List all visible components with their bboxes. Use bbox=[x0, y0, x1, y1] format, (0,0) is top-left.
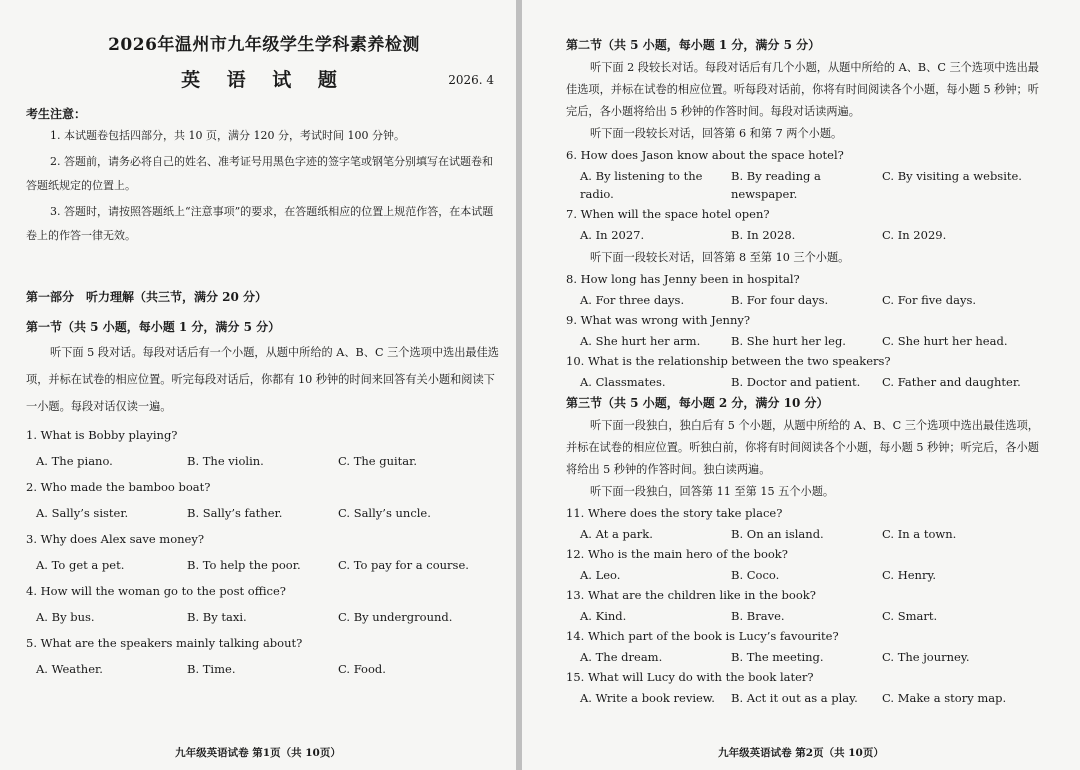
option-row bbox=[566, 373, 1050, 391]
question-text: 14. Which part of the book is Lucy’s favourite? bbox=[566, 629, 839, 643]
option-row bbox=[26, 556, 502, 574]
option-b: B. Brave. bbox=[731, 609, 785, 623]
option-c: C. Father and daughter. bbox=[882, 375, 1021, 389]
option-b: B. The violin. bbox=[187, 454, 264, 468]
question-block bbox=[26, 478, 502, 522]
exam-date: 2026. 4 bbox=[448, 73, 494, 87]
exam-page-1 bbox=[0, 0, 516, 770]
option-a: A. Sally’s sister. bbox=[36, 506, 129, 520]
section-heading: 第二节（共 5 小题，每小题 1 分，满分 5 分） bbox=[566, 38, 821, 52]
option-a: A. The dream. bbox=[580, 650, 663, 664]
sub-instruction: 听下面一段较长对话，回答第 8 至第 10 三个小题。 bbox=[590, 251, 850, 264]
question-block bbox=[566, 546, 1050, 584]
page-footer: 九年级英语试卷 第2页（共 10页） bbox=[718, 747, 884, 759]
option-c: C. To pay for a course. bbox=[338, 558, 469, 572]
question-text: 8. How long has Jenny been in hospital? bbox=[566, 272, 800, 286]
option-b: B. In 2028. bbox=[731, 228, 796, 242]
question-text: 11. Where does the story take place? bbox=[566, 506, 783, 520]
option-a: A. The piano. bbox=[36, 454, 113, 468]
page-footer: 九年级英语试卷 第1页（共 10页） bbox=[175, 747, 341, 759]
question-text: 1. What is Bobby playing? bbox=[26, 428, 178, 442]
question-block bbox=[566, 353, 1050, 391]
option-a: A. By bus. bbox=[36, 610, 95, 624]
option-row bbox=[566, 332, 1050, 350]
option-c: C. Henry. bbox=[882, 568, 937, 582]
exam-page-2 bbox=[522, 0, 1080, 770]
option-c: C. Make a story map. bbox=[882, 691, 1007, 705]
question-text: 6. How does Jason know about the space hotel? bbox=[566, 148, 844, 162]
option-row bbox=[566, 566, 1050, 584]
exam-title: 2026年温州市九年级学生学科素养检测 bbox=[108, 35, 420, 55]
option-b: B. For four days. bbox=[731, 293, 829, 307]
option-row bbox=[566, 648, 1050, 666]
section-instructions: 听下面一段独白，独白后有 5 个小题，从题中所给的 A、B、C 三个选项中选出最佳选项，并标在试卷的相应位置。听独白前，你将有时间阅读各个小题，每小题 5 秒钟；听完后，各小题将给出 5 秒钟的作答时间。独白读两遍。 bbox=[566, 419, 1039, 476]
section-instructions: 听下面 5 段对话。每段对话后有一个小题，从题中所给的 A、B、C 三个选项中选出最佳选项，并标在试卷的相应位置。听完每段对话后，你都有 10 秒钟的时间来回答有关小题和阅读下一小题。每段对话仅读一遍。 bbox=[26, 346, 499, 413]
option-c: C. In 2029. bbox=[882, 228, 947, 242]
option-c: C. By visiting a website. bbox=[882, 169, 1022, 183]
sub-instruction: 听下面一段独白，回答第 11 至第 15 五个小题。 bbox=[590, 485, 835, 498]
question-block bbox=[566, 271, 1050, 309]
option-b: B. Doctor and patient. bbox=[731, 375, 861, 389]
option-a: A. Leo. bbox=[580, 568, 621, 582]
option-c: C. In a town. bbox=[882, 527, 957, 541]
option-b: B. On an island. bbox=[731, 527, 824, 541]
option-c: C. Smart. bbox=[882, 609, 938, 623]
subject-row bbox=[26, 65, 502, 99]
question-text: 10. What is the relationship between the two speakers? bbox=[566, 354, 891, 368]
option-c: C. The journey. bbox=[882, 650, 970, 664]
option-a: A. To get a pet. bbox=[36, 558, 125, 572]
question-block bbox=[26, 530, 502, 574]
question-block bbox=[26, 634, 502, 678]
question-text: 13. What are the children like in the book? bbox=[566, 588, 816, 602]
option-c: C. By underground. bbox=[338, 610, 453, 624]
question-text: 15. What will Lucy do with the book later? bbox=[566, 670, 814, 684]
option-row bbox=[26, 504, 502, 522]
option-b: B. Coco. bbox=[731, 568, 780, 582]
option-b: B. Sally’s father. bbox=[187, 506, 283, 520]
subject-title: 英 语 试 题 bbox=[181, 69, 347, 91]
option-c: C. Food. bbox=[338, 662, 386, 676]
option-a: A. Write a book review. bbox=[580, 691, 715, 705]
option-b: B. By taxi. bbox=[187, 610, 247, 624]
option-b: B. By reading a newspaper. bbox=[731, 169, 821, 201]
option-b: B. The meeting. bbox=[731, 650, 824, 664]
option-c: C. Sally’s uncle. bbox=[338, 506, 431, 520]
option-row bbox=[26, 660, 502, 678]
option-a: A. In 2027. bbox=[580, 228, 645, 242]
option-row bbox=[566, 689, 1050, 707]
option-row bbox=[26, 608, 502, 626]
question-text: 4. How will the woman go to the post office? bbox=[26, 584, 286, 598]
option-row bbox=[566, 291, 1050, 309]
option-b: B. Time. bbox=[187, 662, 236, 676]
question-block bbox=[566, 147, 1050, 203]
option-a: A. Kind. bbox=[580, 609, 627, 623]
notice-item: 2. 答题前，请务必将自己的姓名、准考证号用黑色字迹的签字笔或钢笔分别填写在试题卷和答题纸规定的位置上。 bbox=[26, 155, 493, 192]
option-row bbox=[566, 607, 1050, 625]
question-block bbox=[566, 669, 1050, 707]
question-block bbox=[26, 582, 502, 626]
option-a: A. Classmates. bbox=[580, 375, 666, 389]
notice-item: 1. 本试题卷包括四部分，共 10 页，满分 120 分，考试时间 100 分钟。 bbox=[50, 129, 405, 142]
question-block bbox=[26, 426, 502, 470]
option-a: A. Weather. bbox=[36, 662, 103, 676]
question-block bbox=[566, 628, 1050, 666]
question-block bbox=[566, 505, 1050, 543]
sub-instruction: 听下面一段较长对话，回答第 6 和第 7 两个小题。 bbox=[590, 127, 843, 140]
question-text: 7. When will the space hotel open? bbox=[566, 207, 770, 221]
option-c: C. She hurt her head. bbox=[882, 334, 1008, 348]
option-b: B. Act it out as a play. bbox=[731, 691, 858, 705]
option-c: C. The guitar. bbox=[338, 454, 418, 468]
notice-heading: 考生注意： bbox=[26, 107, 87, 121]
option-a: A. She hurt her arm. bbox=[580, 334, 701, 348]
option-c: C. For five days. bbox=[882, 293, 977, 307]
part-heading: 第一部分 听力理解（共三节，满分 20 分） bbox=[26, 290, 268, 304]
question-text: 12. Who is the main hero of the book? bbox=[566, 547, 788, 561]
option-b: B. She hurt her leg. bbox=[731, 334, 846, 348]
question-text: 2. Who made the bamboo boat? bbox=[26, 480, 211, 494]
question-text: 3. Why does Alex save money? bbox=[26, 532, 205, 546]
question-block bbox=[566, 312, 1050, 350]
question-block bbox=[566, 587, 1050, 625]
option-a: A. At a park. bbox=[580, 527, 653, 541]
option-a: A. For three days. bbox=[580, 293, 685, 307]
section-heading: 第三节（共 5 小题，每小题 2 分，满分 10 分） bbox=[566, 396, 829, 410]
option-a: A. By listening to the radio. bbox=[580, 169, 703, 201]
option-row bbox=[566, 525, 1050, 543]
question-text: 5. What are the speakers mainly talking about? bbox=[26, 636, 303, 650]
option-row bbox=[566, 167, 1050, 203]
option-row bbox=[26, 452, 502, 470]
question-text: 9. What was wrong with Jenny? bbox=[566, 313, 751, 327]
option-b: B. To help the poor. bbox=[187, 558, 301, 572]
notice-item: 3. 答题时，请按照答题纸上“注意事项”的要求，在答题纸相应的位置上规范作答，在本试题卷上的作答一律无效。 bbox=[26, 205, 494, 242]
section-instructions: 听下面 2 段较长对话。每段对话后有几个小题，从题中所给的 A、B、C 三个选项中选出最佳选项，并标在试卷的相应位置。听每段对话前，你将有时间阅读各个小题，每小题 5 秒钟；听完后，各小题将给出 5 秒钟的作答时间。每段对话读两遍。 bbox=[566, 61, 1039, 118]
option-row bbox=[566, 226, 1050, 244]
question-block bbox=[566, 206, 1050, 244]
section-heading: 第一节（共 5 小题，每小题 1 分，满分 5 分） bbox=[26, 320, 281, 334]
